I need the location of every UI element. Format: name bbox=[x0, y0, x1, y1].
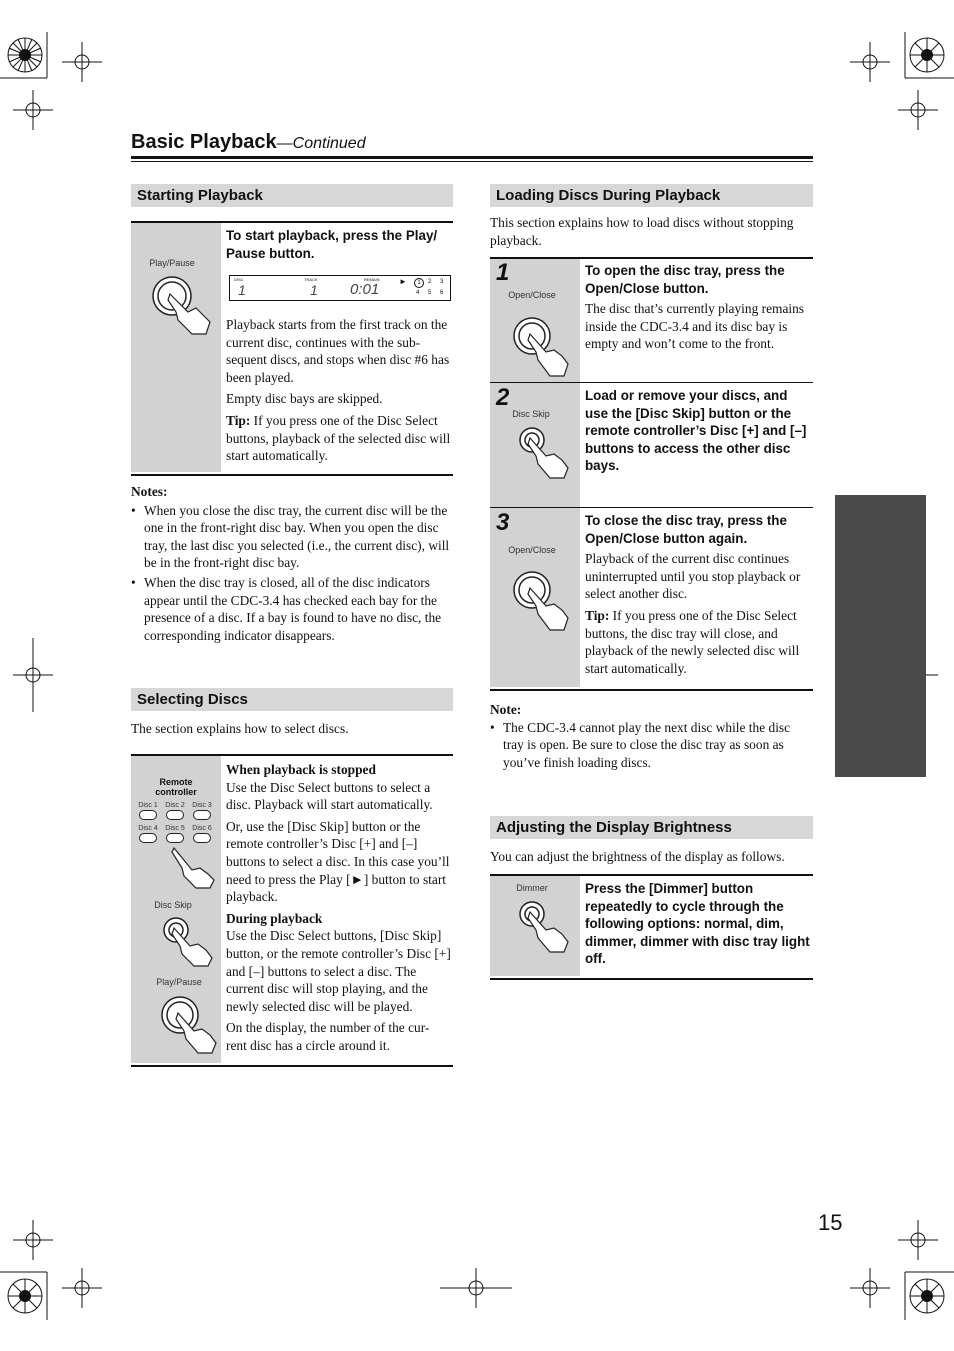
hand-press-icon bbox=[516, 898, 572, 954]
display-disc-6: 6 bbox=[440, 290, 444, 296]
starting-p1: Playback starts from the first track on the current disc, continues with the sub- sequent discs, and stops when disc #6 has been played. bbox=[226, 317, 450, 385]
dimmer-label: Dimmer bbox=[516, 883, 548, 893]
step-number-2: 2 bbox=[496, 384, 510, 411]
during-p2: On the display, the number of the cur- rent disc has a circle around it. bbox=[226, 1020, 430, 1053]
note-item: • The CDC-3.4 cannot play the next disc while the disc tray is open. Be sure to close the disc tray as soon as you’ve finish loading discs. bbox=[490, 719, 813, 772]
step-divider bbox=[490, 382, 813, 383]
loading-intro: This section explains how to load discs without stopping playback. bbox=[490, 215, 794, 248]
step-1-text bbox=[585, 262, 811, 357]
hand-press-icon bbox=[516, 424, 572, 480]
display-disc-2: 2 bbox=[428, 279, 432, 285]
selecting-body bbox=[226, 761, 452, 1059]
disc-1-label: Disc 1 bbox=[138, 802, 158, 809]
disc-4-label: Disc 4 bbox=[138, 825, 158, 832]
disc-2-button[interactable] bbox=[164, 802, 186, 820]
step-number-3: 3 bbox=[496, 509, 510, 536]
section-heading-selecting-discs: Selecting Discs bbox=[131, 688, 453, 711]
play-indicator-icon: ► bbox=[399, 277, 407, 286]
display-disc-5: 5 bbox=[428, 290, 432, 296]
play-pause-label: Play/Pause bbox=[149, 258, 195, 268]
chapter-tab bbox=[835, 495, 926, 777]
during-title: During playback bbox=[226, 910, 323, 926]
step-1-title: To open the disc tray, press the Open/Close button. bbox=[585, 263, 785, 296]
step-3-tip: Tip: If you press one of the Disc Select buttons, the disc tray will close, and playback of the newly selected disc will start automatically. bbox=[585, 607, 800, 676]
disc-5-label: Disc 5 bbox=[165, 825, 185, 832]
step-3-desc: Playback of the current disc continues uninterrupted until you stop playback or select another disc. bbox=[585, 551, 801, 602]
disc-6-label: Disc 6 bbox=[192, 825, 212, 832]
section-heading-loading-discs: Loading Discs During Playback bbox=[490, 184, 813, 207]
step-3-title: To close the disc tray, press the Open/Close button again. bbox=[585, 513, 787, 546]
remote-controller-label: Remote controller bbox=[155, 777, 197, 797]
note-item: • When the disc tray is closed, all of the disc indicators appear until the CDC-3.4 has checked each bay for the presence of a disc. If a bay is found to have no disc, the corresponding indicator disappears. bbox=[131, 574, 453, 644]
page-number: 15 bbox=[818, 1210, 843, 1235]
open-close-label: Open/Close bbox=[508, 290, 556, 300]
note-item: • When you close the disc tray, the current disc will be the one in the front-right disc bay. When you open the disc tray, the last disc you selected (i.e., the current disc), will be in the front-right disc bay. bbox=[131, 502, 453, 572]
play-pause-label: Play/Pause bbox=[156, 977, 202, 987]
display-track-label: TRACK bbox=[304, 277, 318, 282]
open-close-label: Open/Close bbox=[508, 545, 556, 555]
hand-press-icon bbox=[510, 568, 576, 632]
dimmer-instruction: Press the [Dimmer] button repeatedly to cycle through the following options: normal, dim, dimmer, dimmer with disc tray light off. bbox=[585, 881, 810, 967]
hand-press-icon bbox=[510, 314, 576, 378]
front-display bbox=[229, 275, 451, 301]
selecting-intro: The section explains how to select discs. bbox=[131, 721, 349, 736]
header-rule bbox=[131, 156, 813, 159]
disc-skip-label: Disc Skip bbox=[154, 900, 192, 910]
step-number-1: 1 bbox=[496, 259, 510, 286]
step-1-desc: The disc that’s currently playing remains inside the CDC-3.4 and its disc bay is empty and won’t come to the front. bbox=[585, 301, 805, 352]
display-disc-1: 1 bbox=[414, 278, 424, 288]
starting-p2: Empty disc bays are skipped. bbox=[226, 391, 383, 407]
stopped-p1: Use the Disc Select buttons to select a disc. Playback will start automatically. bbox=[226, 779, 433, 813]
starting-body bbox=[226, 316, 452, 469]
page-title: Basic Playback—Continued bbox=[131, 131, 366, 153]
section-heading-display-brightness: Adjusting the Display Brightness bbox=[490, 816, 813, 839]
note-title: Note: bbox=[490, 702, 522, 717]
header-rule-thin bbox=[131, 161, 813, 162]
notes-title: Notes: bbox=[131, 484, 168, 499]
hand-press-icon bbox=[158, 993, 220, 1055]
disc-4-button[interactable] bbox=[137, 825, 159, 843]
stopped-p2: Or, use the [Disc Skip] button or the remote controller’s Disc [+] and [–] buttons to select a disc. In this case you’ll need to press the Play [►] button to start playback. bbox=[226, 818, 450, 905]
start-instruction: To start playback, press the Play/ Pause button. bbox=[226, 228, 438, 261]
hand-press-icon bbox=[160, 914, 216, 968]
display-disc-3: 3 bbox=[440, 279, 444, 285]
step-3-text bbox=[585, 512, 811, 681]
disc-3-button[interactable] bbox=[191, 802, 213, 820]
disc-1-button[interactable] bbox=[137, 802, 159, 820]
disc-3-label: Disc 3 bbox=[192, 802, 212, 809]
during-p1: Use the Disc Select buttons, [Disc Skip] button, or the remote controller’s Disc [+] and [–] buttons to select a disc. The current disc will stop playing, and the newly selected disc will be played. bbox=[226, 928, 451, 1014]
display-remain-label: REMAIN bbox=[364, 277, 380, 282]
section-heading-starting-playback: Starting Playback bbox=[131, 184, 453, 207]
display-disc-4: 4 bbox=[416, 290, 420, 296]
display-disc-value: 1 bbox=[238, 282, 246, 298]
brightness-intro: You can adjust the brightness of the display as follows. bbox=[490, 849, 785, 864]
hand-press-icon bbox=[148, 272, 214, 336]
hand-pointer-icon bbox=[168, 840, 218, 890]
step-divider bbox=[490, 507, 813, 508]
disc-2-label: Disc 2 bbox=[165, 802, 185, 809]
display-disc-label: DISC bbox=[234, 277, 244, 282]
starting-tip: Tip: If you press one of the Disc Select buttons, playback of the selected disc will start automatically. bbox=[226, 412, 451, 464]
stopped-title: When playback is stopped bbox=[226, 762, 376, 777]
disc-skip-label: Disc Skip bbox=[512, 409, 550, 419]
loading-note bbox=[490, 701, 813, 773]
display-time-value: 0:01 bbox=[350, 281, 380, 298]
step-2-title: Load or remove your discs, and use the [Disc Skip] button or the remote controller’s Disc [+] and [–] buttons to access the other disc bays. bbox=[585, 388, 807, 474]
notes-block bbox=[131, 483, 453, 646]
display-track-value: 1 bbox=[310, 282, 318, 298]
